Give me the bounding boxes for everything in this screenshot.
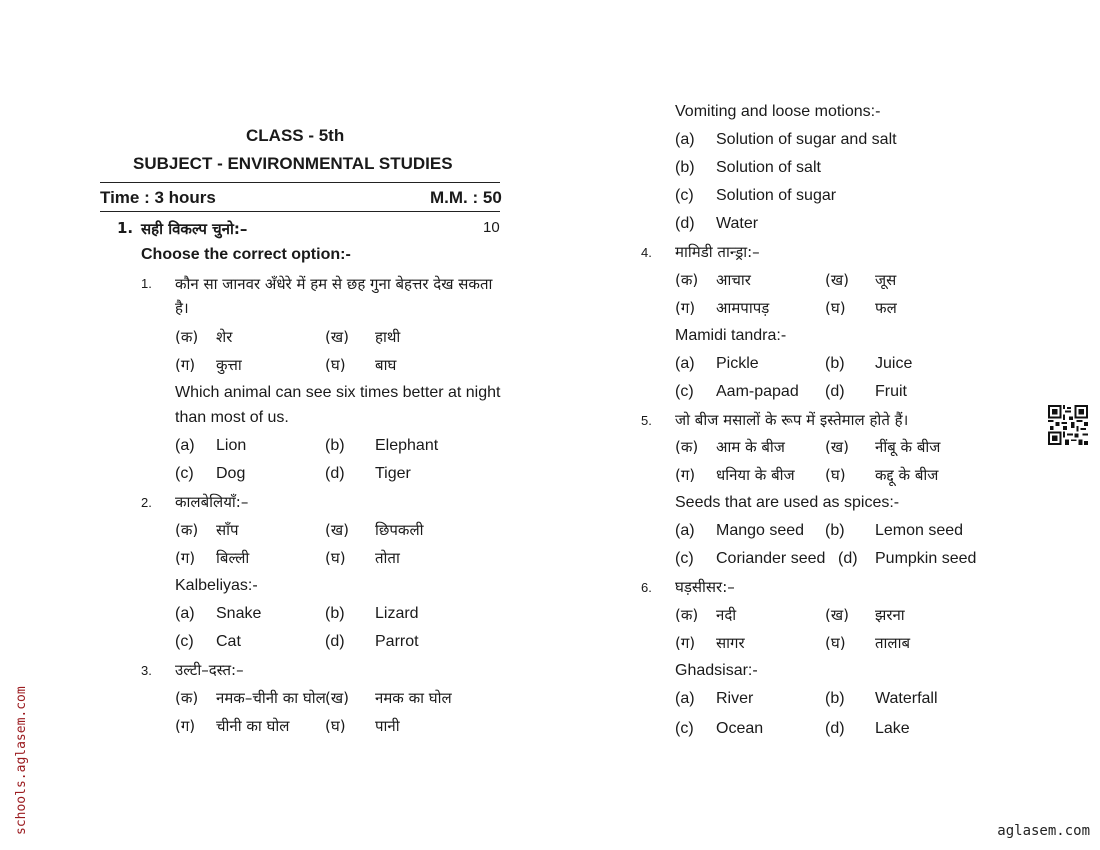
option-marker: (a) [175,605,195,622]
header-rule-top [100,182,500,183]
option-marker: (घ) [825,466,846,484]
option-text: Lake [875,720,910,737]
option-marker: (घ) [825,299,846,317]
option-marker: (घ) [325,356,346,374]
option-text: Mango seed [716,522,805,539]
option-marker: (क) [175,689,199,707]
option-text: साँप [216,521,239,539]
question-text-english: Seeds that are used as spices:- [675,494,900,511]
section-number: 1. [117,219,134,237]
header-rule-bottom [100,211,500,212]
question-text-english: Ghadsisar:- [675,662,758,679]
class-title: CLASS - 5th [246,126,345,145]
question-number: 4. [641,245,652,260]
option-marker: (b) [825,522,845,539]
option-marker: (घ) [825,634,846,652]
option-marker: (क) [675,438,699,456]
option-marker: (घ) [325,717,346,735]
section-marks: 10 [483,219,500,236]
option-text: सागर [716,634,745,652]
question-text-hindi: है। [175,299,189,317]
option-text: Juice [875,355,913,372]
qr-code-icon [1048,405,1088,445]
option-text: आमपापड़ [716,299,770,317]
time-label: Time : 3 hours [100,188,216,207]
option-text: Water [716,215,759,232]
option-marker: (b) [675,159,695,176]
option-text: नमक–चीनी का घोल [216,689,326,707]
option-marker: (ख) [325,521,349,539]
option-text: Aam-papad [716,383,799,400]
option-marker: (a) [675,690,695,707]
option-marker: (b) [325,437,345,454]
option-marker: (a) [675,522,695,539]
option-text: Solution of salt [716,159,821,176]
option-marker: (c) [675,550,694,567]
option-marker: (a) [175,437,195,454]
option-text: झरना [875,606,905,624]
option-text: Fruit [875,383,907,400]
question-text-hindi: घड़सीसर:– [675,578,735,596]
option-text: Pumpkin seed [875,550,977,567]
question-text-english: Kalbeliyas:- [175,577,258,594]
option-marker: (ख) [325,328,349,346]
option-text: Ocean [716,720,764,737]
option-marker: (क) [675,606,699,624]
option-marker: (b) [325,605,345,622]
option-text: Solution of sugar [716,187,837,204]
section-heading-english: Choose the correct option:- [141,246,351,263]
option-marker: (c) [175,633,194,650]
option-text: River [716,690,754,707]
option-marker: (c) [675,187,694,204]
option-marker: (ग) [175,549,196,567]
option-marker: (ख) [825,271,849,289]
option-marker: (क) [675,271,699,289]
section-heading-hindi: सही विकल्प चुनो:– [141,220,248,238]
option-text: बाघ [375,356,397,374]
option-text: फल [875,299,897,317]
option-text: नींबू के बीज [875,438,941,456]
question-text-english: than most of us. [175,409,289,426]
option-text: आम के बीज [716,438,785,456]
option-marker: (c) [675,720,694,737]
option-text: जूस [875,271,897,289]
footer-site[interactable]: aglasem.com [997,823,1090,839]
option-marker: (ग) [175,356,196,374]
option-marker: (ग) [675,466,696,484]
option-text: पानी [375,717,400,735]
option-text: Pickle [716,355,759,372]
option-text: Waterfall [875,690,938,707]
option-marker: (क) [175,521,199,539]
option-text: शेर [216,328,233,346]
option-text: धनिया के बीज [716,466,795,484]
question-text-hindi: कालबेलियाँ:– [175,493,249,511]
option-marker: (ख) [825,606,849,624]
question-number: 5. [641,413,652,428]
option-text: चीनी का घोल [216,717,290,735]
question-number: 2. [141,495,152,510]
question-text-hindi: जो बीज मसालों के रूप में इस्तेमाल होते हैं। [675,411,909,429]
option-text: Lemon seed [875,522,964,539]
question-number: 1. [141,276,152,291]
option-marker: (d) [825,383,845,400]
question-text-hindi: मामिडी तान्ड्रा:– [675,243,760,261]
option-marker: (c) [175,465,194,482]
option-marker: (ग) [175,717,196,735]
option-marker: (ग) [675,634,696,652]
option-text: कुत्ता [216,356,242,374]
option-text: Elephant [375,437,439,454]
option-marker: (a) [675,355,695,372]
option-marker: (a) [675,131,695,148]
option-text: Cat [216,633,241,650]
option-text: बिल्ली [216,549,250,567]
option-marker: (ख) [325,689,349,707]
option-text: तालाब [875,634,911,652]
question-text-hindi: उल्टी–दस्त:– [175,661,244,679]
option-text: नदी [716,606,737,624]
question-number: 3. [141,663,152,678]
option-text: Parrot [375,633,419,650]
option-marker: (d) [825,720,845,737]
option-marker: (घ) [325,549,346,567]
option-text: Lion [216,437,247,454]
question-text-hindi: कौन सा जानवर अँधेरे में हम से छह गुना बेहत्तर देख सकता [175,275,493,293]
option-text: छिपकली [375,521,424,539]
option-marker: (ग) [675,299,696,317]
option-text: Coriander seed [716,550,826,567]
option-text: कद्दू के बीज [875,466,939,484]
option-marker: (क) [175,328,199,346]
option-marker: (d) [675,215,695,232]
max-marks: M.M. : 50 [430,188,502,207]
option-text: हाथी [375,328,401,346]
option-text: नमक का घोल [375,689,452,707]
side-watermark: schools.aglasem.com [14,686,29,835]
option-marker: (b) [825,690,845,707]
option-text: Lizard [375,605,419,622]
option-marker: (b) [825,355,845,372]
option-text: Dog [216,465,246,482]
option-text: Snake [216,605,262,622]
option-marker: (d) [325,465,345,482]
subject-title: SUBJECT - ENVIRONMENTAL STUDIES [133,154,453,173]
option-text: Tiger [375,465,411,482]
option-text: Solution of sugar and salt [716,131,897,148]
question-number: 6. [641,580,652,595]
option-marker: (d) [325,633,345,650]
option-text: तोता [375,549,400,567]
question-text-english: Which animal can see six times better at night [175,384,501,401]
question-text-english: Vomiting and loose motions:- [675,103,881,120]
option-marker: (ख) [825,438,849,456]
option-marker: (c) [675,383,694,400]
question-text-english: Mamidi tandra:- [675,327,787,344]
option-text: आचार [716,271,751,289]
option-marker: (d) [838,550,858,567]
